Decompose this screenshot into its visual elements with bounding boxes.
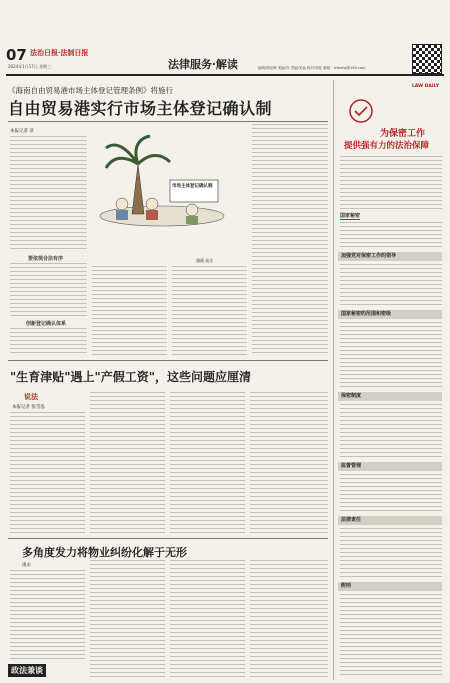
cartoon-credit: 漫画 高岳 [196, 258, 214, 263]
section-title: 法律服务·解读 [168, 58, 238, 71]
feature-body-col3 [170, 392, 245, 534]
bottom-body-col1 [10, 570, 85, 660]
qr-code-icon [412, 44, 442, 74]
sidebar-section-5: 法律责任 [338, 516, 442, 525]
masthead-rule [6, 74, 444, 76]
paper-name: 法治日报·法制日报 [30, 48, 89, 57]
bottom-body-col3 [170, 560, 245, 678]
sidebar-sec4-body [340, 474, 442, 512]
bottom-byline: 康永 [22, 563, 31, 568]
lead-kicker: 《海南自由贸易港市场主体登记管理条例》将施行 [8, 86, 173, 95]
sidebar-sec5-body [340, 528, 442, 578]
feature-column-tag: 说法 [24, 392, 38, 401]
sidebar-sec6-body [340, 594, 442, 678]
feature-rule [8, 360, 328, 361]
lead-byline: 本报记者 章 [10, 129, 34, 134]
feature-body-col2 [90, 392, 165, 534]
feature-byline: 本报记者 张雪泓 [12, 405, 45, 410]
editor-credits: 编辑/郭纪海 美编/肖 责编/吴焱 校对/刘佳 邮箱：fzrbsfgl@163.com [258, 66, 366, 70]
lead-body-col1b [10, 263, 87, 317]
lead-body-col1c [10, 328, 87, 356]
feature-body-col4 [250, 392, 328, 534]
sidebar-section-6: 附则 [338, 582, 442, 591]
lead-body-col1 [10, 136, 87, 252]
sidebar-title-1: 为保密工作 [380, 129, 426, 139]
sidebar-section-1: 加强党对保密工作的领导 [338, 252, 442, 261]
bottom-body-col2 [90, 560, 165, 678]
sidebar-box1: 国家秘密 [340, 213, 361, 219]
lead-body-col3 [172, 266, 247, 356]
column-logo: 政法兼谈 [8, 664, 46, 677]
feature-headline: "生育津贴"遇上"产假工资"，这些问题应厘清 [10, 370, 252, 384]
lead-headline: 自由贸易港实行市场主体登记确认制 [8, 99, 273, 118]
lead-body-col4 [252, 124, 328, 356]
feature-body-col1 [10, 412, 85, 534]
sidebar-sec3-body [340, 404, 442, 458]
issue-date: 2024年1月17日 星期三 [8, 64, 52, 69]
sidebar-sec2-body [340, 322, 442, 388]
cartoon-caption: 市场主体登记确认制 [172, 184, 213, 189]
sidebar-divider [333, 80, 334, 680]
page-number: 07 [6, 46, 27, 64]
lead-subhead-2: 创新登记确认体系 [26, 321, 67, 327]
cartoon-illustration [92, 124, 232, 232]
sidebar-title-2: 提供强有力的法治保障 [344, 141, 430, 151]
lead-subhead-1: 要依规合法有序 [28, 256, 64, 262]
lead-rule [8, 121, 328, 122]
sidebar-section-3: 保密制度 [338, 392, 442, 401]
sidebar-intro [340, 156, 442, 210]
bottom-rule [8, 538, 328, 539]
bottom-body-col4 [250, 560, 328, 678]
sidebar-emblem [346, 98, 376, 124]
lead-body-col2 [92, 266, 167, 356]
sidebar-section-2: 国家秘密的范围和密级 [338, 310, 442, 319]
sidebar-section-4: 监督管理 [338, 462, 442, 471]
law-daily-logo: LAW DAILY [412, 84, 439, 89]
sidebar-sec1-body [340, 264, 442, 306]
sidebar-box1-body [340, 222, 442, 248]
bottom-headline: 多角度发力将物业纠纷化解于无形 [22, 546, 187, 559]
